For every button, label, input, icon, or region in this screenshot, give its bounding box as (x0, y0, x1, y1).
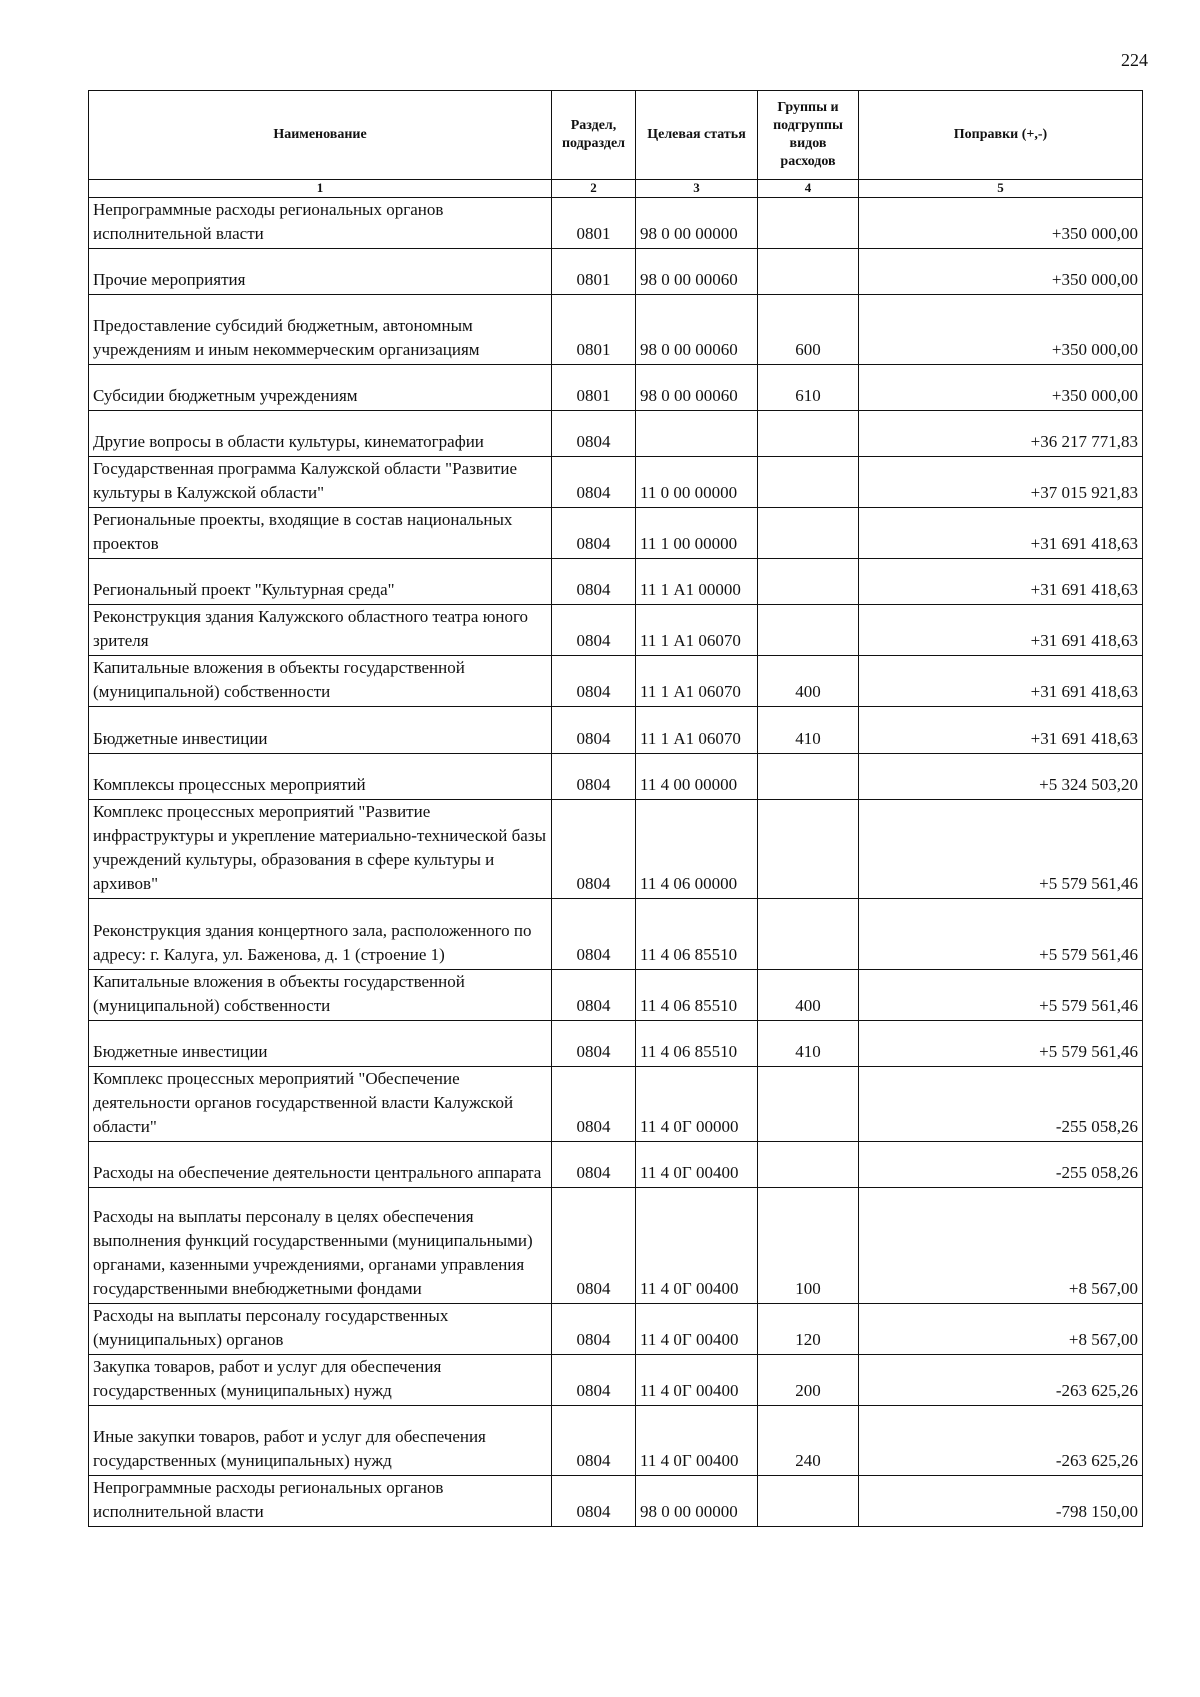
column-number: 1 (89, 180, 552, 198)
row-amount: -255 058,26 (859, 1141, 1143, 1187)
row-section-code: 0804 (552, 1354, 636, 1405)
row-section-code: 0804 (552, 604, 636, 655)
row-expense-group: 410 (758, 1020, 859, 1066)
column-number: 4 (758, 180, 859, 198)
row-target-code: 11 4 06 85510 (636, 898, 758, 969)
row-target-code: 11 4 0Г 00000 (636, 1066, 758, 1141)
row-section-code: 0804 (552, 1141, 636, 1187)
table-row (89, 1020, 1143, 1066)
row-section-code: 0804 (552, 456, 636, 507)
row-expense-group: 120 (758, 1303, 859, 1354)
header-name: Наименование (89, 91, 552, 180)
table-row (89, 1303, 1143, 1354)
row-name: Реконструкция здания концертного зала, расположенного по адресу: г. Калуга, ул. Баженова, д. 1 (строение 1) (89, 898, 552, 969)
row-expense-group (758, 1066, 859, 1141)
row-target-code: 11 4 0Г 00400 (636, 1405, 758, 1475)
row-name: Предоставление субсидий бюджетным, автономным учреждениям и иным некоммерческим организациям (89, 294, 552, 364)
table-row (89, 197, 1143, 248)
row-amount: -263 625,26 (859, 1354, 1143, 1405)
row-expense-group (758, 248, 859, 294)
row-name: Бюджетные инвестиции (89, 706, 552, 753)
row-target-code: 11 4 0Г 00400 (636, 1303, 758, 1354)
table-row (89, 753, 1143, 799)
row-amount: +5 579 561,46 (859, 1020, 1143, 1066)
row-amount: +350 000,00 (859, 294, 1143, 364)
row-target-code: 98 0 00 00060 (636, 248, 758, 294)
row-expense-group (758, 753, 859, 799)
row-name: Капитальные вложения в объекты государственной (муниципальной) собственности (89, 969, 552, 1020)
table-row (89, 248, 1143, 294)
row-section-code: 0804 (552, 1066, 636, 1141)
row-section-code: 0804 (552, 898, 636, 969)
row-expense-group: 400 (758, 969, 859, 1020)
row-name: Расходы на обеспечение деятельности центрального аппарата (89, 1141, 552, 1187)
row-expense-group: 240 (758, 1405, 859, 1475)
row-target-code: 11 1 А1 06070 (636, 655, 758, 706)
table-row (89, 558, 1143, 604)
row-expense-group: 410 (758, 706, 859, 753)
column-number-row (89, 180, 1143, 198)
row-expense-group: 610 (758, 364, 859, 410)
row-target-code: 11 4 00 00000 (636, 753, 758, 799)
row-section-code: 0804 (552, 507, 636, 558)
table-row (89, 706, 1143, 753)
row-expense-group (758, 1141, 859, 1187)
row-name: Другие вопросы в области культуры, кинематографии (89, 410, 552, 456)
row-name: Государственная программа Калужской области "Развитие культуры в Калужской области" (89, 456, 552, 507)
row-name: Непрограммные расходы региональных органов исполнительной власти (89, 197, 552, 248)
row-expense-group (758, 410, 859, 456)
row-target-code: 11 4 0Г 00400 (636, 1354, 758, 1405)
header-target: Целевая статья (636, 91, 758, 180)
row-expense-group: 100 (758, 1187, 859, 1303)
row-section-code: 0804 (552, 799, 636, 898)
row-expense-group: 600 (758, 294, 859, 364)
row-name: Непрограммные расходы региональных органов исполнительной власти (89, 1475, 552, 1526)
row-target-code: 11 4 06 85510 (636, 1020, 758, 1066)
row-amount: +31 691 418,63 (859, 604, 1143, 655)
row-expense-group (758, 456, 859, 507)
row-section-code: 0804 (552, 706, 636, 753)
row-target-code: 11 4 0Г 00400 (636, 1141, 758, 1187)
row-name: Иные закупки товаров, работ и услуг для обеспечения государственных (муниципальных) нужд (89, 1405, 552, 1475)
row-amount: +31 691 418,63 (859, 558, 1143, 604)
table-row (89, 898, 1143, 969)
row-name: Субсидии бюджетным учреждениям (89, 364, 552, 410)
row-amount: +37 015 921,83 (859, 456, 1143, 507)
table-row (89, 410, 1143, 456)
row-name: Региональные проекты, входящие в состав национальных проектов (89, 507, 552, 558)
row-section-code: 0801 (552, 248, 636, 294)
row-target-code: 98 0 00 00000 (636, 197, 758, 248)
table-row (89, 507, 1143, 558)
row-target-code: 11 4 0Г 00400 (636, 1187, 758, 1303)
row-name: Комплекс процессных мероприятий "Развитие инфраструктуры и укрепление материально-технической базы учреждений культуры, образования в сфере культуры и архивов" (89, 799, 552, 898)
row-section-code: 0801 (552, 294, 636, 364)
row-name: Реконструкция здания Калужского областного театра юного зрителя (89, 604, 552, 655)
row-target-code: 11 1 А1 00000 (636, 558, 758, 604)
row-target-code: 11 1 А1 06070 (636, 706, 758, 753)
table-row (89, 655, 1143, 706)
row-expense-group (758, 799, 859, 898)
header-amount: Поправки (+,-) (859, 91, 1143, 180)
row-target-code: 11 4 06 00000 (636, 799, 758, 898)
row-amount: +350 000,00 (859, 197, 1143, 248)
table-row (89, 1354, 1143, 1405)
row-target-code: 98 0 00 00060 (636, 364, 758, 410)
column-number: 2 (552, 180, 636, 198)
row-amount: +31 691 418,63 (859, 655, 1143, 706)
row-expense-group (758, 197, 859, 248)
table-body (89, 197, 1143, 1526)
row-amount: +8 567,00 (859, 1303, 1143, 1354)
row-name: Комплекс процессных мероприятий "Обеспечение деятельности органов государственной власти Калужской области" (89, 1066, 552, 1141)
row-section-code: 0801 (552, 364, 636, 410)
row-amount: -263 625,26 (859, 1405, 1143, 1475)
row-amount: +5 579 561,46 (859, 969, 1143, 1020)
table-row (89, 1141, 1143, 1187)
row-section-code: 0804 (552, 1020, 636, 1066)
row-target-code: 11 4 06 85510 (636, 969, 758, 1020)
table-row (89, 294, 1143, 364)
row-amount: +5 579 561,46 (859, 898, 1143, 969)
row-amount: -798 150,00 (859, 1475, 1143, 1526)
row-name: Закупка товаров, работ и услуг для обеспечения государственных (муниципальных) нужд (89, 1354, 552, 1405)
row-name: Расходы на выплаты персоналу в целях обеспечения выполнения функций государственными (муниципальными) органами, казенными учреждениями, органами управления государственными внебюджетными фондами (89, 1187, 552, 1303)
table-row (89, 604, 1143, 655)
row-amount: -255 058,26 (859, 1066, 1143, 1141)
page-number: 224 (1121, 50, 1148, 70)
row-name: Капитальные вложения в объекты государственной (муниципальной) собственности (89, 655, 552, 706)
row-section-code: 0804 (552, 1405, 636, 1475)
table-row (89, 456, 1143, 507)
row-section-code: 0804 (552, 410, 636, 456)
table-row (89, 1405, 1143, 1475)
row-section-code: 0804 (552, 969, 636, 1020)
row-target-code: 11 0 00 00000 (636, 456, 758, 507)
row-section-code: 0804 (552, 1475, 636, 1526)
row-expense-group (758, 558, 859, 604)
row-amount: +350 000,00 (859, 364, 1143, 410)
row-target-code: 11 1 00 00000 (636, 507, 758, 558)
row-expense-group: 400 (758, 655, 859, 706)
column-number: 3 (636, 180, 758, 198)
row-expense-group (758, 898, 859, 969)
table-header-row (89, 91, 1143, 180)
column-number: 5 (859, 180, 1143, 198)
row-section-code: 0801 (552, 197, 636, 248)
row-name: Прочие мероприятия (89, 248, 552, 294)
table-row (89, 799, 1143, 898)
row-expense-group (758, 604, 859, 655)
row-name: Комплексы процессных мероприятий (89, 753, 552, 799)
row-amount: +5 579 561,46 (859, 799, 1143, 898)
row-section-code: 0804 (552, 753, 636, 799)
row-amount: +31 691 418,63 (859, 507, 1143, 558)
row-name: Расходы на выплаты персоналу государственных (муниципальных) органов (89, 1303, 552, 1354)
row-target-code: 98 0 00 00060 (636, 294, 758, 364)
row-expense-group (758, 507, 859, 558)
row-target-code: 11 1 А1 06070 (636, 604, 758, 655)
row-section-code: 0804 (552, 1187, 636, 1303)
row-section-code: 0804 (552, 655, 636, 706)
row-section-code: 0804 (552, 1303, 636, 1354)
row-expense-group (758, 1475, 859, 1526)
row-name: Бюджетные инвестиции (89, 1020, 552, 1066)
row-name: Региональный проект "Культурная среда" (89, 558, 552, 604)
table-row (89, 1475, 1143, 1526)
header-group: Группы и подгруппы видов расходов (758, 91, 859, 180)
table-row (89, 364, 1143, 410)
row-target-code (636, 410, 758, 456)
budget-amendments-table (88, 90, 1143, 1527)
table-row (89, 1187, 1143, 1303)
row-target-code: 98 0 00 00000 (636, 1475, 758, 1526)
header-section: Раздел, подраздел (552, 91, 636, 180)
row-section-code: 0804 (552, 558, 636, 604)
table-row (89, 969, 1143, 1020)
row-amount: +5 324 503,20 (859, 753, 1143, 799)
row-amount: +8 567,00 (859, 1187, 1143, 1303)
row-expense-group: 200 (758, 1354, 859, 1405)
row-amount: +31 691 418,63 (859, 706, 1143, 753)
table-row (89, 1066, 1143, 1141)
row-amount: +36 217 771,83 (859, 410, 1143, 456)
row-amount: +350 000,00 (859, 248, 1143, 294)
